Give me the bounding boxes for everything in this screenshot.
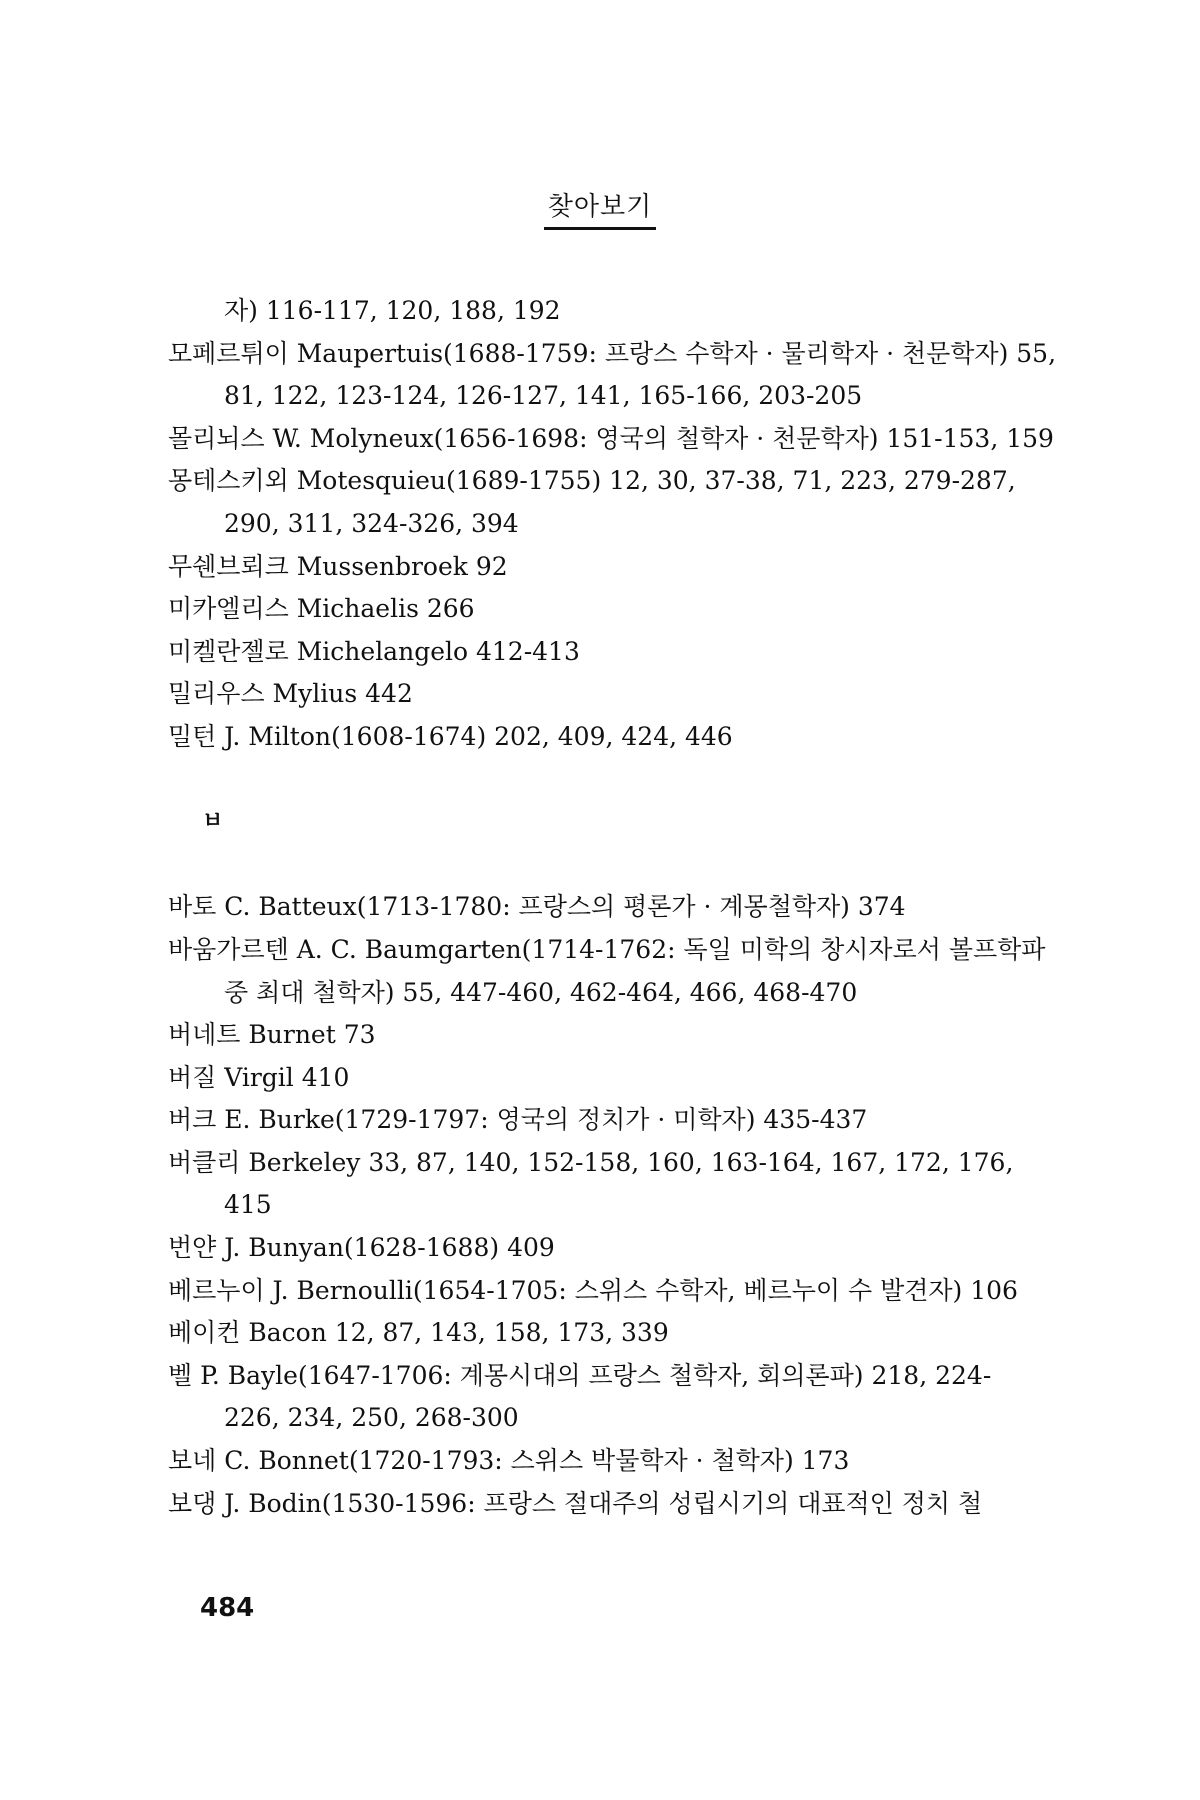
- index-entry: 베이컨 Bacon 12, 87, 143, 158, 173, 339: [168, 1318, 669, 1348]
- index-entry: 바토 C. Batteux(1713-1780: 프랑스의 평론가 · 계몽철학자) 374: [168, 892, 906, 922]
- index-entry: 번얀 J. Bunyan(1628-1688) 409: [168, 1233, 555, 1263]
- index-entry: 버크 E. Burke(1729-1797: 영국의 정치가 · 미학자) 435-437: [168, 1105, 868, 1135]
- index-entry: 미카엘리스 Michaelis 266: [168, 594, 475, 624]
- index-list: [168, 290, 1057, 1525]
- index-line-continuation: 226, 234, 250, 268-300: [224, 1403, 519, 1433]
- index-entry: 모페르튀이 Maupertuis(1688-1759: 프랑스 수학자 · 물리학자 · 천문학자) 55,: [168, 338, 1057, 368]
- index-line: 자) 116-117, 120, 188, 192: [224, 296, 561, 325]
- index-entry: 베르누이 J. Bernoulli(1654-1705: 스위스 수학자, 베르누이 수 발견자) 106: [168, 1275, 1018, 1305]
- section-spacer: [168, 844, 1028, 887]
- index-entry: 무쉔브뢰크 Mussenbroek 92: [168, 551, 508, 581]
- index-entry: 바움가르텐 A. C. Baumgarten(1714-1762: 독일 미학의 창시자로서 볼프학파: [168, 934, 1046, 964]
- index-entry: 보네 C. Bonnet(1720-1793: 스위스 박물학자 · 철학자) 173: [168, 1446, 850, 1476]
- index-line-continuation: 290, 311, 324-326, 394: [224, 508, 519, 538]
- index-entry: 버네트 Burnet 73: [168, 1020, 376, 1050]
- index-entry: 몰리뇌스 W. Molyneux(1656-1698: 영국의 철학자 · 천문학자) 151-153, 159: [168, 423, 1054, 453]
- index-entry: 벨 P. Bayle(1647-1706: 계몽시대의 프랑스 철학자, 회의론파) 218, 224-: [168, 1360, 992, 1390]
- page-title: [0, 186, 1200, 230]
- index-entry: 몽테스키외 Motesquieu(1689-1755) 12, 30, 37-38, 71, 223, 279-287,: [168, 466, 1016, 496]
- index-entry: 보댕 J. Bodin(1530-1596: 프랑스 절대주의 성립시기의 대표적인 정치 철: [168, 1488, 983, 1518]
- page-number: 484: [200, 1593, 255, 1623]
- index-entry: 미켈란젤로 Michelangelo 412-413: [168, 636, 580, 666]
- section-spacer: [168, 759, 1028, 802]
- index-entry: 버클리 Berkeley 33, 87, 140, 152-158, 160, 163-164, 167, 172, 176,: [168, 1147, 1014, 1177]
- index-entry: 버질 Virgil 410: [168, 1062, 350, 1092]
- section-heading: ㅂ: [202, 809, 224, 835]
- index-line-continuation: 415: [224, 1190, 272, 1220]
- index-line-continuation: 81, 122, 123-124, 126-127, 141, 165-166, 203-205: [224, 381, 863, 411]
- page-title-text: 찾아보기: [544, 186, 656, 230]
- index-entry: 밀턴 J. Milton(1608-1674) 202, 409, 424, 446: [168, 721, 733, 751]
- index-entry: 밀리우스 Mylius 442: [168, 679, 413, 709]
- index-line-continuation: 중 최대 철학자) 55, 447-460, 462-464, 466, 468-470: [224, 977, 858, 1007]
